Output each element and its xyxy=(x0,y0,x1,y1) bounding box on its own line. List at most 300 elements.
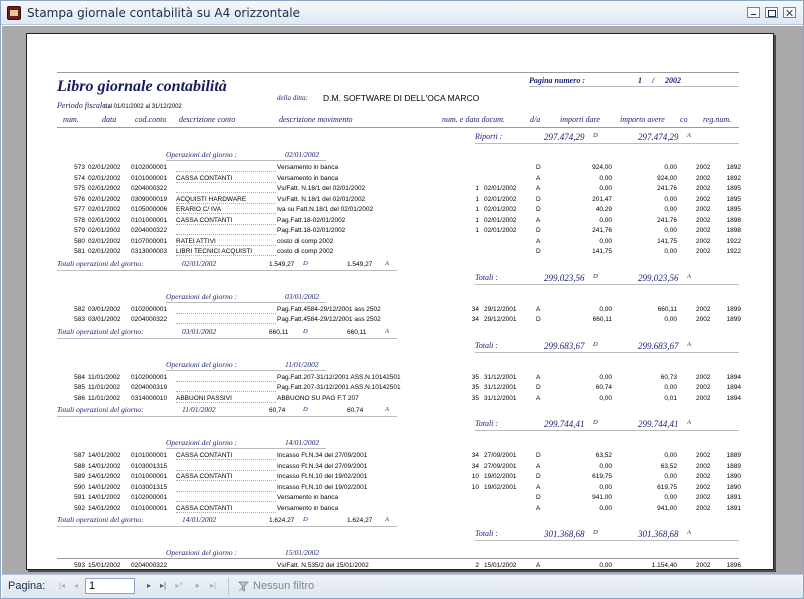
cell-cod-conto: 0204000322 xyxy=(131,316,168,323)
cell-date: 02/01/2002 xyxy=(88,195,121,203)
cell-cod-conto: 0101000001 xyxy=(131,473,168,480)
cell-data-doc: 27/09/2001 xyxy=(484,452,517,459)
cell-descr-mov: Incasso Ft.N.10 del 19/02/2001 xyxy=(277,483,368,491)
cell-co: 2002 xyxy=(696,316,711,323)
progressive-totals-label: Totali : xyxy=(475,340,499,350)
cell-date: 14/01/2002 xyxy=(88,483,121,491)
page-label: Pagina numero : xyxy=(529,76,586,85)
row-dotted-guide xyxy=(176,245,276,246)
cell-date: 14/01/2002 xyxy=(88,473,121,480)
cell-descr-conto: CASSA CONTANTI xyxy=(176,174,233,182)
cell-co: 2002 xyxy=(696,394,711,402)
cell-co: 2002 xyxy=(696,562,711,569)
cell-num: 574 xyxy=(74,174,85,182)
ops-of-day-rule xyxy=(166,448,326,449)
cell-cod-conto: 0204000322 xyxy=(131,562,168,569)
first-page-icon[interactable]: |◂ xyxy=(58,581,66,590)
cell-cod-conto: 0103001315 xyxy=(131,483,168,491)
last-page-icon[interactable]: ▸| xyxy=(159,581,167,590)
ops-of-day-date: 14/01/2002 xyxy=(285,438,320,447)
cell-num-doc: 34 xyxy=(471,316,479,323)
cell-dare: 0,00 xyxy=(599,483,612,491)
row-dotted-guide xyxy=(176,512,276,513)
cell-num: 582 xyxy=(74,305,85,313)
cell-dare: 0,00 xyxy=(599,216,612,224)
progressive-total-dare: 301.368,68 xyxy=(544,529,585,539)
cell-descr-mov: Incasso Ft.N.34 del 27/09/2001 xyxy=(277,452,368,459)
ops-of-day-label: Operazioni del giorno : xyxy=(166,291,238,301)
cell-descr-mov: ABBUONO SU PAG F.T 207 xyxy=(277,394,359,402)
cell-da: A xyxy=(536,373,541,381)
day-total-dare: 60,74 xyxy=(269,407,286,414)
report-title: Libro giornale contabilità xyxy=(57,78,227,95)
col-descr-conto: descrizione conto xyxy=(179,115,236,124)
day-total-dare-sign: D xyxy=(303,406,308,413)
cell-avere: 60,73 xyxy=(660,373,677,381)
row-dotted-guide xyxy=(176,171,276,172)
cell-da: D xyxy=(536,248,541,255)
row-dotted-guide xyxy=(176,182,276,183)
progressive-total-avere-sign: A xyxy=(687,340,691,348)
cell-da: D xyxy=(536,227,541,234)
day-total-avere-sign: A xyxy=(385,327,389,335)
col-num-doc: num. e data docum. xyxy=(442,115,505,124)
cell-reg: 1894 xyxy=(726,373,741,381)
cell-dare: 619,75 xyxy=(592,473,612,480)
progressive-totals-label: Totali : xyxy=(475,529,499,538)
cell-descr-mov: Iva su Fatt.N.18/1 del 02/01/2002 xyxy=(277,206,374,213)
day-total-avere: 660,11 xyxy=(347,328,367,336)
cell-co: 2002 xyxy=(696,504,711,512)
cell-co: 2002 xyxy=(696,248,711,255)
row-dotted-guide xyxy=(176,470,276,471)
cell-descr-mov: Versamento in banca xyxy=(277,164,339,171)
cell-avere: 141,75 xyxy=(657,237,677,245)
company-name: D.M. SOFTWARE DI DELL'OCA MARCO xyxy=(323,93,480,103)
day-total-avere-sign: A xyxy=(385,259,389,267)
cell-co: 2002 xyxy=(696,164,711,171)
cell-avere: 0,01 xyxy=(664,394,677,402)
cell-descr-conto: CASSA CONTANTI xyxy=(176,504,233,512)
cell-date: 02/01/2002 xyxy=(88,174,121,182)
cell-reg: 1891 xyxy=(726,504,741,512)
cell-data-doc: 19/02/2001 xyxy=(484,483,517,491)
cell-num-doc: 34 xyxy=(471,305,479,313)
cell-avere: 241,76 xyxy=(657,216,677,224)
cell-cod-conto: 0313000003 xyxy=(131,248,168,255)
cell-co: 2002 xyxy=(696,483,711,491)
cell-da: A xyxy=(536,462,541,470)
day-total-dare-sign: D xyxy=(303,259,308,267)
ops-of-day-date: 02/01/2002 xyxy=(285,150,320,159)
cell-cod-conto: 0101000001 xyxy=(131,452,168,459)
next-page-icon[interactable]: ▸ xyxy=(146,581,151,590)
ops-of-day-label: Operazioni del giorno : xyxy=(166,150,238,159)
progressive-total-dare: 299.023,56 xyxy=(544,272,585,283)
cell-date: 02/01/2002 xyxy=(88,248,121,255)
cell-date: 11/01/2002 xyxy=(88,373,121,381)
col-importi-dare: importi dare xyxy=(560,115,600,124)
cell-num: 583 xyxy=(74,316,85,323)
cell-descr-mov: Pag.Fatt.4584-29/12/2001 ass 2502 xyxy=(277,316,381,323)
cell-da: D xyxy=(536,164,541,171)
cell-num-doc: 1 xyxy=(475,185,479,192)
cell-avere: 660,11 xyxy=(657,305,677,313)
cell-date: 11/01/2002 xyxy=(88,384,121,391)
cell-dare: 0,00 xyxy=(599,185,612,192)
cell-dare: 40,29 xyxy=(595,206,612,213)
cell-data-doc: 27/09/2001 xyxy=(484,462,517,470)
cell-data-doc: 02/01/2002 xyxy=(484,206,517,213)
close-button[interactable] xyxy=(783,7,796,18)
cell-reg: 1890 xyxy=(726,483,741,491)
period-value: dal 01/01/2002 al 31/12/2002 xyxy=(104,104,182,110)
cell-cod-conto: 0101000001 xyxy=(131,216,168,224)
cell-reg: 1899 xyxy=(726,305,741,313)
cell-co: 2002 xyxy=(696,452,711,459)
progressive-total-dare-sign: D xyxy=(593,272,598,280)
cell-descr-mov: Pag.Fatt.18-02/01/2002 xyxy=(277,216,346,224)
cell-date: 15/01/2002 xyxy=(88,562,121,569)
cell-cod-conto: 0204000322 xyxy=(131,227,168,234)
cell-reg: 1891 xyxy=(726,494,741,501)
window-title: Stampa giornale contabilità su A4 orizzontale xyxy=(27,6,301,20)
cell-num: 591 xyxy=(74,494,85,501)
cell-reg: 1894 xyxy=(726,394,741,402)
refresh-icon[interactable]: ▸| xyxy=(209,581,217,590)
cell-dare: 0,00 xyxy=(599,462,612,470)
cell-dare: 141,75 xyxy=(592,248,612,255)
header-bottom-rule xyxy=(57,127,739,128)
cell-avere: 63,52 xyxy=(660,462,677,470)
row-dotted-guide xyxy=(176,313,276,314)
row-dotted-guide xyxy=(176,224,276,225)
cell-reg: 1895 xyxy=(726,195,741,203)
cell-data-doc: 31/12/2001 xyxy=(484,373,517,381)
cell-num: 579 xyxy=(74,227,85,234)
cell-num-doc: 1 xyxy=(475,195,479,203)
day-total-dare: 1.624,27 xyxy=(269,517,295,524)
cell-cod-conto: 0314000010 xyxy=(131,394,168,402)
row-dotted-guide xyxy=(176,459,276,460)
page-nav-label: Pagina: xyxy=(8,580,46,592)
col-importo-avere: importo avere xyxy=(620,115,665,124)
progressive-total-rule xyxy=(475,352,739,353)
cell-da: A xyxy=(536,237,541,245)
cell-descr-conto: CASSA CONTANTI xyxy=(176,473,233,480)
cell-descr-conto: ACQUISTI HARDWARE xyxy=(176,195,247,203)
cell-data-doc: 29/12/2001 xyxy=(484,305,517,313)
minimize-button[interactable] xyxy=(747,7,760,18)
day-total-dare-sign: D xyxy=(303,327,308,335)
progressive-total-avere: 301.368,68 xyxy=(638,529,679,539)
cell-date: 14/01/2002 xyxy=(88,504,121,512)
cell-cod-conto: 0102000001 xyxy=(131,164,168,171)
day-total-rule xyxy=(57,338,397,339)
cell-descr-mov: Pag.Fatt.207-31/12/2001 ASS.N.10142501 xyxy=(277,373,401,381)
progressive-total-dare-sign: D xyxy=(593,340,598,348)
col-descr-mov: descrizione movimento xyxy=(279,115,353,124)
cell-date: 14/01/2002 xyxy=(88,452,121,459)
cell-reg: 1895 xyxy=(726,185,741,192)
cell-descr-mov: Vs/Fatt. N.18/1 del 02/01/2002 xyxy=(277,195,366,203)
cell-reg: 1894 xyxy=(726,384,741,391)
row-dotted-guide xyxy=(176,255,276,256)
progressive-total-avere-sign: A xyxy=(687,529,691,536)
cell-num: 575 xyxy=(74,185,85,192)
cell-data-doc: 02/01/2002 xyxy=(484,195,517,203)
progressive-total-avere-sign: A xyxy=(687,419,691,426)
cell-da: A xyxy=(536,504,541,512)
cell-num-doc: 1 xyxy=(475,216,479,224)
cell-co: 2002 xyxy=(696,185,711,192)
cell-co: 2002 xyxy=(696,462,711,470)
cell-cod-conto: 0107000001 xyxy=(131,237,168,245)
progressive-totals-label: Totali : xyxy=(475,272,499,282)
cell-avere: 0,00 xyxy=(664,494,677,501)
cell-num-doc: 1 xyxy=(475,206,479,213)
cell-cod-conto: 0204000322 xyxy=(131,185,168,192)
cell-num-doc: 1 xyxy=(475,227,479,234)
cell-avere: 0,00 xyxy=(664,227,677,234)
cell-date: 02/01/2002 xyxy=(88,206,121,213)
page-number-rule xyxy=(529,86,739,87)
new-record-icon[interactable]: ▸* xyxy=(175,581,183,590)
cell-da: A xyxy=(536,216,541,224)
cell-num-doc: 34 xyxy=(471,462,479,470)
cell-num-doc: 2 xyxy=(475,562,479,569)
col-da: d/a xyxy=(530,115,541,124)
cell-reg: 1892 xyxy=(726,164,741,171)
cell-co: 2002 xyxy=(696,216,711,224)
riporti-dare: 297.474,29 xyxy=(544,132,585,142)
cell-descr-mov: Versamento in banca xyxy=(277,494,339,501)
cell-num: 588 xyxy=(74,462,85,470)
day-total-date: 11/01/2002 xyxy=(182,405,216,414)
cell-da: A xyxy=(536,174,541,182)
progressive-total-dare-sign: D xyxy=(593,529,598,536)
riporti-label: Riporti : xyxy=(475,132,503,141)
cell-num: 593 xyxy=(74,562,85,569)
cell-data-doc: 02/01/2002 xyxy=(484,216,517,224)
cell-da: D xyxy=(536,452,541,459)
cell-co: 2002 xyxy=(696,227,711,234)
title-bar xyxy=(1,1,803,25)
cell-avere: 0,00 xyxy=(664,164,677,171)
riporti-dare-sign: D xyxy=(593,132,598,139)
day-total-rule xyxy=(57,416,397,417)
cell-descr-mov: costo di comp 2002 xyxy=(277,237,334,245)
cell-reg: 1922 xyxy=(726,237,741,245)
col-data: data xyxy=(102,115,117,124)
cell-avere: 941,00 xyxy=(657,504,677,512)
riporti-avere: 297.474,29 xyxy=(638,132,679,142)
cell-da: A xyxy=(536,305,541,313)
cell-num-doc: 34 xyxy=(471,452,479,459)
cell-num: 577 xyxy=(74,206,85,213)
day-total-avere: 1.549,27 xyxy=(347,260,373,268)
cell-num: 581 xyxy=(74,248,85,255)
company-label: della ditta: xyxy=(277,94,308,102)
cell-dare: 201,47 xyxy=(592,195,612,203)
col-co: co xyxy=(680,115,688,124)
cell-descr-mov: Pag.Fatt.207-31/12/2001 ASS.N.10142501 xyxy=(277,384,401,391)
cell-da: D xyxy=(536,384,541,391)
day-total-rule xyxy=(57,270,397,271)
cell-data-doc: 19/02/2001 xyxy=(484,473,517,480)
cell-avere: 0,00 xyxy=(664,452,677,459)
cell-data-doc: 02/01/2002 xyxy=(484,227,517,234)
stop-icon[interactable]: ● xyxy=(194,581,200,590)
row-dotted-guide xyxy=(176,402,276,403)
cell-dare: 660,11 xyxy=(592,316,612,323)
page-year: 2002 xyxy=(665,76,681,85)
col-num: num. xyxy=(63,115,79,124)
cell-avere: 0,00 xyxy=(664,384,677,391)
ops-of-day-label: Operazioni del giorno : xyxy=(166,438,238,447)
progressive-total-avere: 299.744,41 xyxy=(638,419,679,429)
cell-dare: 0,00 xyxy=(599,504,612,512)
cell-reg: 1895 xyxy=(726,206,741,213)
cell-avere: 0,00 xyxy=(664,473,677,480)
cell-cod-conto: 0102000001 xyxy=(131,305,168,313)
cell-date: 02/01/2002 xyxy=(88,216,121,224)
cell-dare: 0,00 xyxy=(599,373,612,381)
cell-dare: 0,00 xyxy=(599,174,612,182)
cell-cod-conto: 0102000001 xyxy=(131,494,168,501)
progressive-total-rule xyxy=(475,284,739,285)
ops-of-day-rule xyxy=(166,370,326,371)
cell-co: 2002 xyxy=(696,305,711,313)
day-total-label: Totali operazioni del giorno: xyxy=(57,405,144,414)
day-total-date: 03/01/2002 xyxy=(182,326,217,336)
cell-descr-mov: Pag.Fatt.18-02/01/2002 xyxy=(277,227,346,234)
cell-avere: 924,00 xyxy=(657,174,677,182)
cell-dare: 241,76 xyxy=(592,227,612,234)
cell-num: 576 xyxy=(74,195,85,203)
cell-descr-conto: LIBRI TECNICI ACQUISTI xyxy=(176,248,253,255)
row-dotted-guide xyxy=(176,203,276,204)
cell-avere: 0,00 xyxy=(664,195,677,203)
cell-dare: 0,00 xyxy=(599,394,612,402)
maximize-button[interactable] xyxy=(765,7,778,18)
cell-avere: 241,76 xyxy=(657,185,677,192)
cell-avere: 619,75 xyxy=(657,483,677,491)
progressive-total-avere: 299.683,67 xyxy=(638,340,679,351)
report-preview-area[interactable] xyxy=(2,26,803,574)
cell-cod-conto: 0309000019 xyxy=(131,195,168,203)
cell-num: 586 xyxy=(74,394,85,402)
ops-of-day-label: Operazioni del giorno : xyxy=(166,548,238,557)
page-separator: / xyxy=(652,76,655,85)
filter-status[interactable]: Nessun filtro xyxy=(253,580,315,592)
cell-avere: 0,00 xyxy=(664,248,677,255)
cell-num: 589 xyxy=(74,473,85,480)
cell-num: 584 xyxy=(74,373,85,381)
cell-co: 2002 xyxy=(696,206,711,213)
row-dotted-guide xyxy=(176,381,276,382)
day-total-label: Totali operazioni del giorno: xyxy=(57,515,144,524)
ops-of-day-date: 15/01/2002 xyxy=(285,548,320,557)
cell-da: D xyxy=(536,473,541,480)
cell-avere: 0,00 xyxy=(664,206,677,213)
ops-of-day-label: Operazioni del giorno : xyxy=(166,359,238,369)
cell-data-doc: 02/01/2002 xyxy=(484,185,517,192)
cell-reg: 1889 xyxy=(726,462,741,470)
progressive-total-avere: 299.023,56 xyxy=(638,272,679,283)
cell-date: 11/01/2002 xyxy=(88,394,121,402)
day-total-label: Totali operazioni del giorno: xyxy=(57,258,144,268)
day-total-avere: 60,74 xyxy=(347,407,364,414)
cell-cod-conto: 0101000001 xyxy=(131,504,168,512)
cell-descr-conto: RATEI ATTIVI xyxy=(176,237,216,245)
day-total-dare: 660,11 xyxy=(269,328,289,336)
record-navigation-bar xyxy=(2,574,803,598)
day-total-dare-sign: D xyxy=(303,516,308,523)
cell-reg: 1898 xyxy=(726,216,741,224)
row-dotted-guide xyxy=(176,323,276,324)
cell-data-doc: 15/01/2002 xyxy=(484,562,517,569)
ops-of-day-date: 11/01/2002 xyxy=(285,359,319,369)
cell-co: 2002 xyxy=(696,174,711,182)
cell-reg: 1899 xyxy=(726,316,741,323)
row-dotted-guide xyxy=(176,213,276,214)
cell-descr-mov: Vs/Fatt. N.535/2 del 15/01/2002 xyxy=(277,562,369,569)
cell-date: 02/01/2002 xyxy=(88,185,121,192)
cell-cod-conto: 0204000319 xyxy=(131,384,168,391)
report-page xyxy=(26,33,774,570)
cell-cod-conto: 0103001315 xyxy=(131,462,168,470)
footer-rule xyxy=(57,558,739,559)
cell-dare: 0,00 xyxy=(599,305,612,313)
progressive-total-rule xyxy=(475,430,739,431)
row-dotted-guide xyxy=(176,569,276,570)
row-dotted-guide xyxy=(176,501,276,502)
day-total-rule xyxy=(57,526,397,527)
cell-co: 2002 xyxy=(696,195,711,203)
cell-date: 02/01/2002 xyxy=(88,237,121,245)
cell-date: 03/01/2002 xyxy=(88,305,121,313)
cell-cod-conto: 0102000001 xyxy=(131,373,168,381)
cell-avere: 0,00 xyxy=(664,316,677,323)
day-total-avere-sign: A xyxy=(385,516,389,523)
cell-da: A xyxy=(536,185,541,192)
cell-descr-mov: Incasso Ft.N.34 del 27/09/2001 xyxy=(277,462,368,470)
cell-date: 14/01/2002 xyxy=(88,494,121,501)
progressive-total-rule xyxy=(475,540,739,541)
ops-of-day-rule xyxy=(166,160,326,161)
cell-reg: 1898 xyxy=(726,227,741,234)
page-number-input[interactable]: 1 xyxy=(85,578,135,594)
row-dotted-guide xyxy=(176,491,276,492)
cell-descr-conto: CASSA CONTANTI xyxy=(176,452,233,459)
cell-descr-conto: ABBUONI PASSIVI xyxy=(176,394,232,402)
cell-co: 2002 xyxy=(696,384,711,391)
page-number: 1 xyxy=(638,76,642,85)
cell-num: 578 xyxy=(74,216,85,224)
cell-da: A xyxy=(536,562,541,569)
cell-descr-mov: Versamento in banca xyxy=(277,504,339,512)
previous-page-icon[interactable]: ◂ xyxy=(73,581,78,590)
day-total-date: 14/01/2002 xyxy=(182,515,217,524)
row-dotted-guide xyxy=(176,192,276,193)
progressive-total-dare: 299.683,67 xyxy=(544,340,585,351)
cell-co: 2002 xyxy=(696,494,711,501)
cell-date: 02/01/2002 xyxy=(88,164,121,171)
cell-data-doc: 31/12/2001 xyxy=(484,384,517,391)
riporti-avere-sign: A xyxy=(687,132,691,139)
cell-num: 592 xyxy=(74,504,85,512)
